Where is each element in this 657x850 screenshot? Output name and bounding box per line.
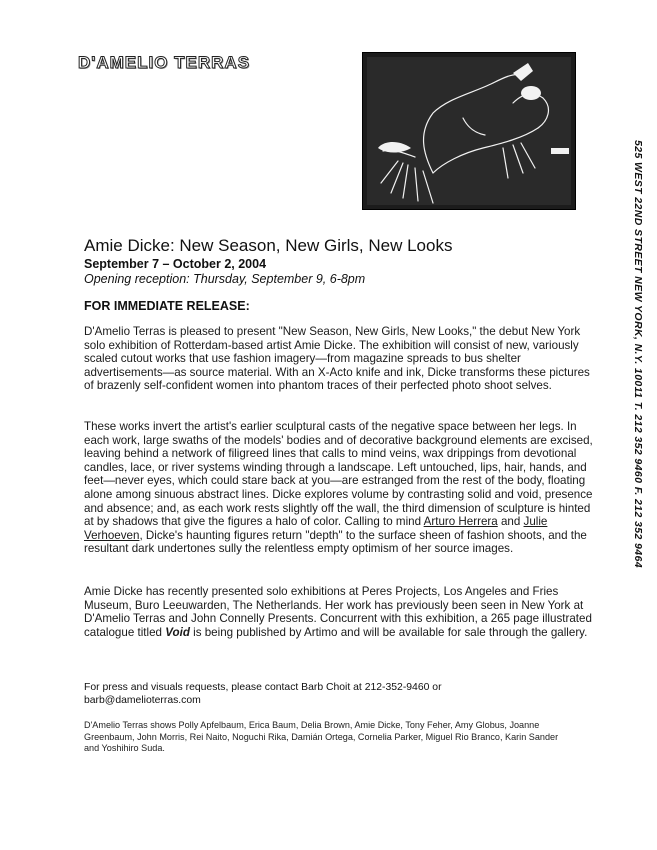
paragraph-works-text-b: , Dicke's haunting figures return "depth" to the surface sheen of fashion shoots, and the resultant dark undertones sully the relentless empty optimism of her source images. bbox=[84, 528, 587, 556]
paragraph-works-text-a: These works invert the artist's earlier sculptural casts of the negative space between her legs. In each work, large swaths of the models' bodies and of decorative background elements are excised, leaving behind a network of filigreed lines that calls to mind veins, wax drippings from devotional candles, lace, or river systems winding through a landscape. Left untouched, lips, hair, hands, and feet—never eyes, which could stare back at you—are estranged from the rest of the body, floating alone among sinuous abstract lines. Dicke explores volume by contrasting solid and void, presence and absence; and, as each work rests slightly off the wall, the third dimension of sculpture is hinted at by shadows that give the figures a halo of color. Calling to mind bbox=[84, 420, 593, 529]
page-title: Amie Dicke: New Season, New Girls, New Looks bbox=[84, 236, 453, 255]
catalogue-title: Void bbox=[165, 625, 190, 639]
gallery-logo: D'AMELIO TERRAS bbox=[78, 53, 251, 72]
press-release-header bbox=[84, 236, 604, 286]
artist-reference-verhoeven: Julie Verhoeven bbox=[84, 515, 548, 542]
paragraph-exhibitions-text-a: Amie Dicke has recently presented solo exhibitions at Peres Projects, Los Angeles and Fries Museum, Buro Leeuwarden, The Netherlands. Her work has previously been seen in New York at D'Amelio Terras and John Connelly Presents. Concurrent with this exhibition, a 265 page illustrated catalogue titled bbox=[84, 585, 592, 639]
opening-reception: Opening reception: Thursday, September 9, 6-8pm bbox=[84, 272, 366, 286]
artwork-illustration bbox=[363, 53, 575, 209]
paragraph-works-and: and bbox=[497, 515, 524, 529]
gallery-address: 525 WEST 22ND STREET NEW YORK, N.Y. 10011 T. 212 352 9460 F. 212 352 9464 bbox=[632, 140, 644, 569]
paragraph-intro: D'Amelio Terras is pleased to present "New Season, New Girls, New Looks," the debut New York solo exhibition of Rotterdam-based artist Amie Dicke. The exhibition will consist of new, variously scaled cutout works that use fashion imagery—from magazine spreads to bus shelter advertisements—as source material. With an X-Acto knife and ink, Dicke transforms these pictures of brazenly self-confident women into phantom traces of their perfected photo shoot selves. bbox=[84, 325, 590, 393]
release-label: FOR IMMEDIATE RELEASE: bbox=[84, 299, 250, 313]
paragraph-works bbox=[84, 420, 599, 556]
gallery-artist-roster: D'Amelio Terras shows Polly Apfelbaum, Erica Baum, Delia Brown, Amie Dicke, Tony Feher, Amy Globus, Joanne Greenbaum, John Morris, Rei Naito, Noguchi Rika, Damián Ortega, Cornelia Parker, Miguel Rio Branco, Karin Sander and Yoshihiro Suda. bbox=[84, 720, 559, 753]
artwork-image bbox=[362, 52, 576, 210]
exhibition-dates: September 7 – October 2, 2004 bbox=[84, 257, 267, 271]
paragraph-exhibitions bbox=[84, 585, 599, 639]
press-contact: For press and visuals requests, please contact Barb Choit at 212-352-9460 or barb@damelioterras.com bbox=[84, 682, 442, 706]
paragraph-exhibitions-text-b: is being published by Artimo and will be available for sale through the gallery. bbox=[189, 625, 588, 639]
artist-reference-herrera: Arturo Herrera bbox=[423, 515, 498, 529]
